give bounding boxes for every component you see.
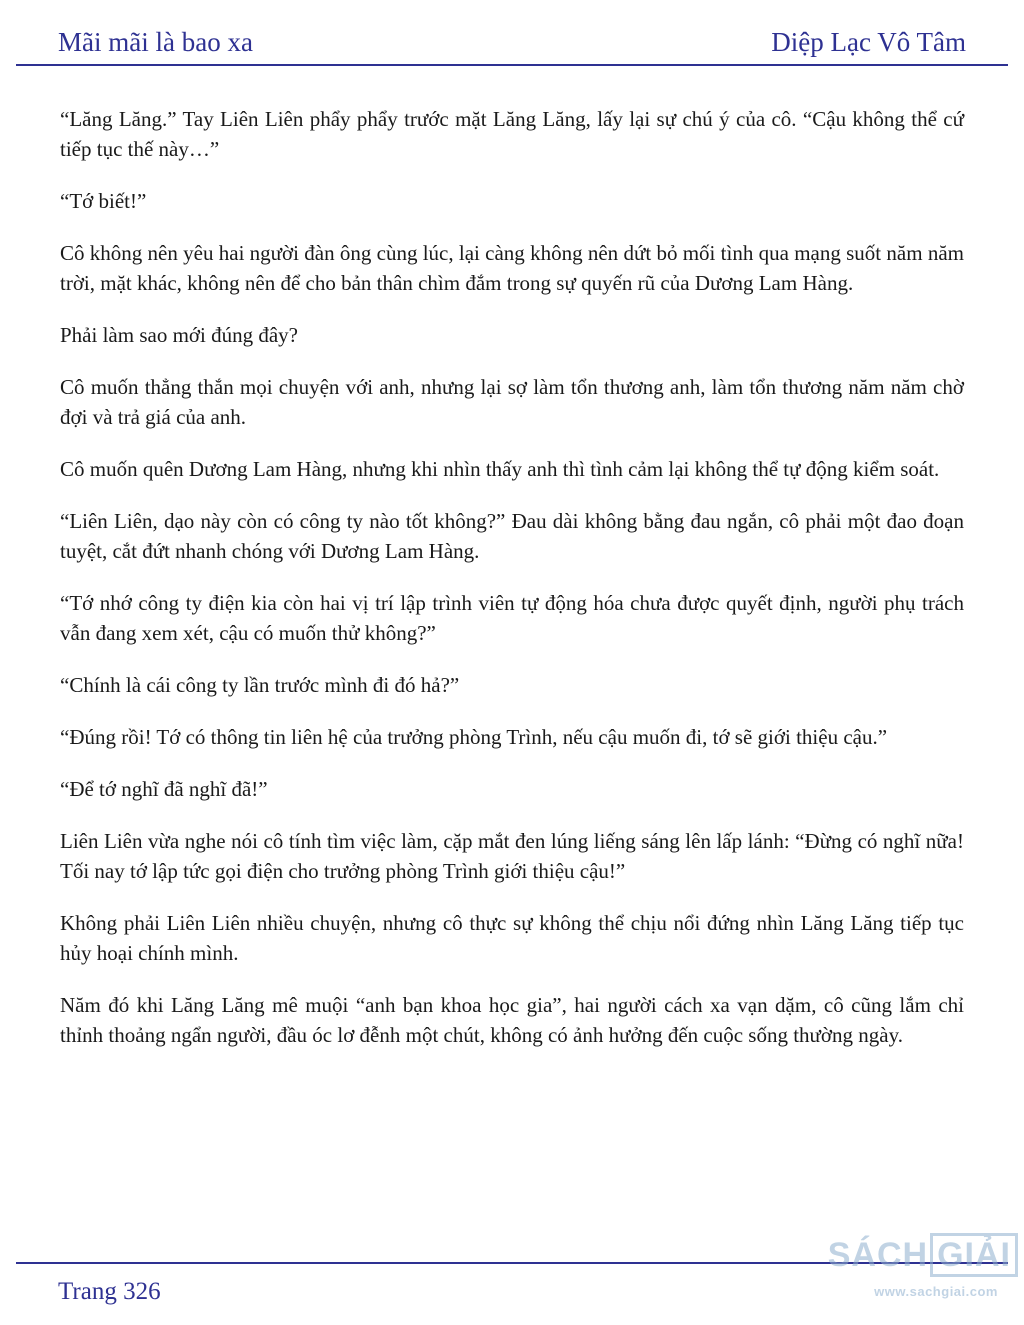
paragraph: Phải làm sao mới đúng đây? <box>60 323 298 347</box>
paragraph: “Chính là cái công ty lần trước mình đi đó hả?” <box>60 673 460 697</box>
paragraph: Liên Liên vừa nghe nói cô tính tìm việc làm, cặp mắt đen lúng liếng sáng lên lấp lánh: “Đừng có nghĩ nữa! Tối nay tớ lập tức gọi điện cho trưởng phòng Trình giới thiệu cậu!” <box>60 829 964 883</box>
paragraph: “Tớ nhớ công ty điện kia còn hai vị trí lập trình viên tự động hóa chưa được quyết định, người phụ trách vẫn đang xem xét, cậu có muốn thử không?” <box>60 591 964 645</box>
paragraph: Cô muốn thẳng thắn mọi chuyện với anh, nhưng lại sợ làm tổn thương anh, làm tổn thương năm năm chờ đợi và trả giá của anh. <box>60 375 964 429</box>
paragraph: “Liên Liên, dạo này còn có công ty nào tốt không?” Đau dài không bằng đau ngắn, cô phải một đao đoạn tuyệt, cắt đứt nhanh chóng với Dương Lam Hàng. <box>60 509 964 563</box>
watermark-logo <box>818 1232 1018 1299</box>
paragraph: Năm đó khi Lăng Lăng mê muội “anh bạn khoa học gia”, hai người cách xa vạn dặm, cô cũng lắm chỉ thỉnh thoảng ngẩn người, đầu óc lơ đễnh một chút, không có ảnh hưởng đến cuộc sống thường ngày. <box>60 993 964 1047</box>
paragraph: “Đúng rồi! Tớ có thông tin liên hệ của trưởng phòng Trình, nếu cậu muốn đi, tớ sẽ giới thiệu cậu.” <box>60 725 888 749</box>
paragraph: “Lăng Lăng.” Tay Liên Liên phẩy phẩy trước mặt Lăng Lăng, lấy lại sự chú ý của cô. “Cậu không thể cứ tiếp tục thế này…” <box>60 107 964 161</box>
page-number: Trang 326 <box>58 1278 161 1305</box>
paragraph: Cô không nên yêu hai người đàn ông cùng lúc, lại càng không nên dứt bỏ mối tình qua mạng suốt năm năm trời, mặt khác, không nên để cho bản thân chìm đắm trong sự quyến rũ của Dương Lam Hàng. <box>60 241 964 295</box>
paragraph: Cô muốn quên Dương Lam Hàng, nhưng khi nhìn thấy anh thì tình cảm lại không thể tự động kiểm soát. <box>60 457 940 481</box>
paragraph: Không phải Liên Liên nhiều chuyện, nhưng cô thực sự không thể chịu nổi đứng nhìn Lăng Lăng tiếp tục hủy hoại chính mình. <box>60 911 964 965</box>
header-divider <box>16 64 1008 66</box>
page-header <box>58 22 966 62</box>
watermark-wordmark <box>818 1232 1018 1278</box>
watermark-text-sach: SÁCH <box>827 1236 929 1274</box>
page-body <box>60 104 964 1072</box>
author-name: Diệp Lạc Vô Tâm <box>771 27 966 57</box>
watermark-url: www.sachgiai.com <box>874 1284 998 1299</box>
watermark-text-giai: GIẢI <box>930 1233 1018 1277</box>
paragraph: “Để tớ nghĩ đã nghĩ đã!” <box>60 777 268 801</box>
book-title: Mãi mãi là bao xa <box>58 27 253 57</box>
paragraph: “Tớ biết!” <box>60 189 147 213</box>
